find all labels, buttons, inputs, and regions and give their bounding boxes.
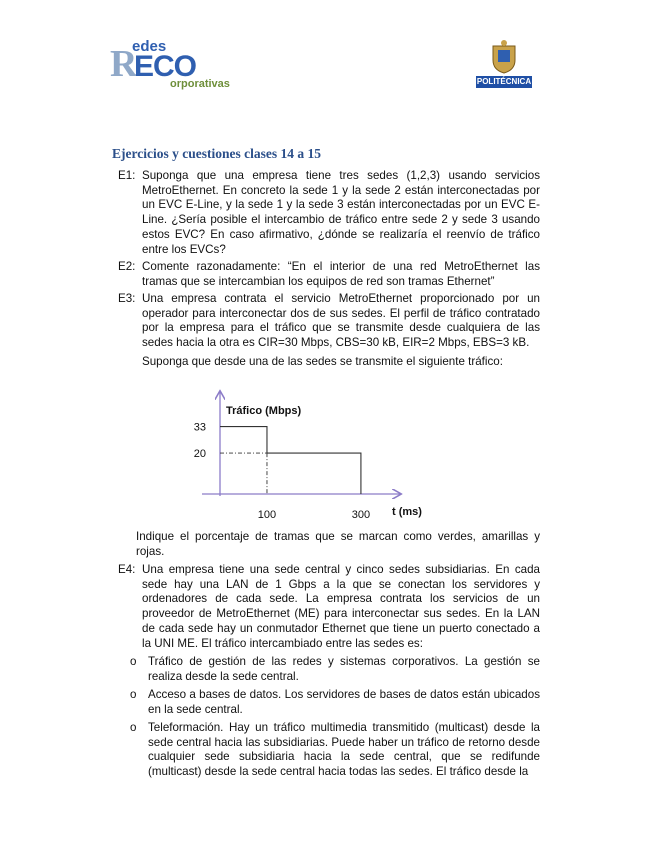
exercise-text: Una empresa contrata el servicio MetroEthernet proporcionado por un operador para interconectar dos de sus sedes. El perfil de tráfico contratado por la empresa para el tráfico que se transmite desde cualquiera de las sedes hacia la otra es CIR=30 Mbps, CBS=30 kB, EIR=2 Mbps, EBS=3 kB. [142, 292, 540, 350]
logo-letter-r: R [110, 43, 138, 85]
traffic-series-line [220, 427, 361, 494]
exercise-label: E2: [118, 260, 136, 273]
exercise-label: E4: [118, 563, 136, 576]
y-tick-label: 20 [193, 448, 206, 461]
politecnica-label: POLITÉCNICA [476, 77, 532, 86]
x-tick-label: 100 [257, 509, 277, 521]
exercise-e3-followup: Suponga que desde una de las sedes se transmite el siguiente tráfico: [142, 355, 503, 368]
bullet-item [130, 721, 540, 780]
bullet-item [130, 688, 540, 717]
x-axis-label: t (ms) [392, 506, 422, 518]
exercise-label: E3: [118, 292, 136, 305]
exercise-e3-question: Indique el porcentaje de tramas que se marcan como verdes, amarillas y rojas. [136, 530, 540, 558]
bullet-marker: o [130, 721, 137, 734]
redes-corporativas-logo [110, 36, 250, 92]
bullet-marker: o [130, 688, 137, 701]
bullet-marker: o [130, 655, 137, 668]
traffic-chart [180, 382, 440, 524]
politecnica-logo [472, 40, 536, 92]
page-title: Ejercicios y cuestiones clases 14 a 15 [112, 146, 321, 161]
exercise-e4 [118, 563, 540, 651]
exercise-e1 [118, 169, 540, 257]
exercise-e3 [118, 292, 540, 351]
logo-word-edes: edes [132, 38, 167, 55]
exercise-label: E1: [118, 169, 136, 182]
chart-title: Tráfico (Mbps) [226, 405, 302, 417]
y-tick-label: 33 [193, 421, 206, 434]
exercise-e2 [118, 260, 540, 289]
bullet-text: Acceso a bases de datos. Los servidores de bases de datos están ubicados en la sede central. [148, 688, 540, 716]
logo-word-orporativas: orporativas [170, 78, 230, 90]
bullet-text: Tráfico de gestión de las redes y sistemas corporativos. La gestión se realiza desde la sede central. [148, 655, 540, 683]
bullet-text: Teleformación. Hay un tráfico multimedia transmitido (multicast) desde la sede central hacia las subsidiarias. Puede haber un tráfico de retorno desde cualquier sede subsidiaria hacia la sede central, que se redifunde (multicast) desde la sede central hacia todas las sedes. El tráfico desde la [148, 721, 540, 779]
exercise-text: Suponga que una empresa tiene tres sedes (1,2,3) usando servicios MetroEthernet. En concreto la sede 1 y la sede 2 están interconectadas por un EVC E-Line, y la sede 1 y la sede 3 están interconectadas por un EVC E-Line. ¿Sería posible el intercambio de tráfico entre sede 2 y sede 3 usando estos EVC? En caso afirmativo, ¿dónde se realizaría el reenvío de tráfico entre los EVCs? [142, 169, 540, 256]
x-tick-label: 300 [351, 509, 371, 521]
exercise-text: Comente razonadamente: “En el interior de una red MetroEthernet las tramas que se intercambian los equipos de red son tramas Ethernet” [142, 260, 540, 288]
logo-word-eco: ECO [134, 50, 197, 83]
university-crest-icon [489, 40, 519, 74]
exercise-text: Una empresa tiene una sede central y cinco sedes subsidiarias. En cada sede hay una LAN de 1 Gbps a la que se conectan los servidores y ordenadores de cada sede. La empresa contrata los servicios de un proveedor de MetroEthernet (ME) para interconectar sus sedes. En la LAN de cada sede hay un conmutador Ethernet que tiene un puerto conectado a la UNI ME. El tráfico intercambiado entre las sedes es: [142, 563, 540, 650]
bullet-item [130, 655, 540, 684]
